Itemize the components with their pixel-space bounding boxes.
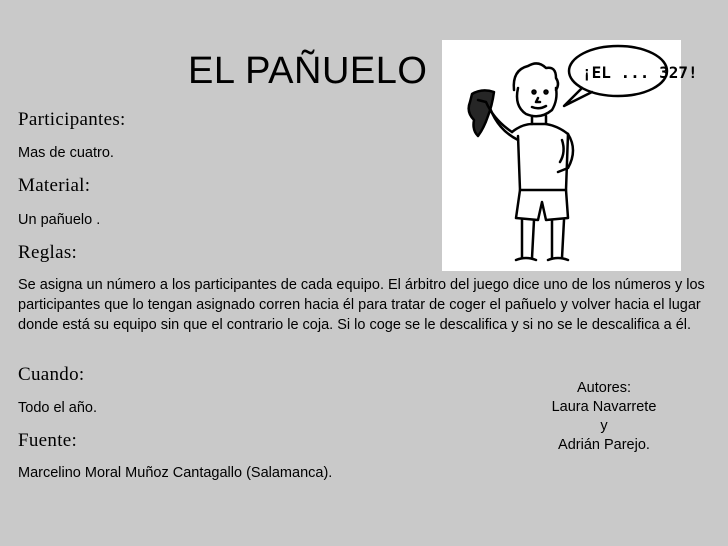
referee-illustration [442, 40, 698, 271]
authors-block [538, 379, 670, 455]
text-reglas: Se asigna un número a los participantes de cada equipo. El árbitro del juego dice uno de los números y los participantes que lo tengan asignado corren hacia él para tratar de coger el pañuelo y volver hacia el lugar donde está su equipo sin que el contrario le coja. Si lo coge se le descalifica y si no se le descalifica a él. [18, 277, 705, 333]
heading-participantes: Participantes: [18, 109, 126, 130]
referee-drawing [442, 40, 698, 271]
speech-text: ¡EL ... 327! [582, 63, 698, 82]
text-material: Un pañuelo . [18, 212, 101, 228]
author-name-1: Laura Navarrete [551, 399, 657, 415]
authors-label: Autores: [577, 380, 631, 396]
author-name-2: Adrián Parejo. [558, 437, 650, 453]
text-participantes: Mas de cuatro. [18, 145, 114, 161]
heading-fuente: Fuente: [18, 430, 78, 451]
text-cuando: Todo el año. [18, 400, 98, 416]
slide-title: EL PAÑUELO [188, 50, 428, 92]
heading-material: Material: [18, 175, 91, 196]
heading-reglas: Reglas: [18, 242, 78, 263]
heading-cuando: Cuando: [18, 364, 85, 385]
authors-conjunction: y [600, 418, 608, 434]
text-fuente: Marcelino Moral Muñoz Cantagallo (Salamanca). [18, 465, 333, 481]
